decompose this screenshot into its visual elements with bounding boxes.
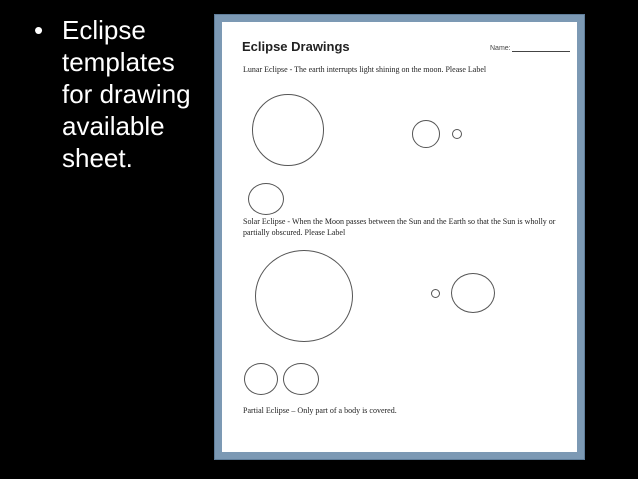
- name-field: [490, 44, 570, 52]
- bullet-line-4: available: [62, 111, 165, 141]
- lunar-extra-circle: [248, 183, 284, 215]
- bullet-line-5: sheet.: [62, 143, 133, 173]
- solar-moon-circle: [431, 289, 440, 298]
- lunar-earth-circle: [412, 120, 440, 148]
- bullet-list: [34, 14, 204, 174]
- lunar-eclipse-text: Lunar Eclipse - The earth interrupts light shining on the moon. Please Label: [243, 65, 487, 74]
- solar-sun-circle: [255, 250, 353, 342]
- lunar-sun-circle: [252, 94, 324, 166]
- solar-earth-circle: [451, 273, 495, 313]
- bullet-text: [62, 14, 204, 174]
- solar-eclipse-text: Solar Eclipse - When the Moon passes between the Sun and the Earth so that the Sun is wholly or partially obscured. Please Label: [243, 217, 556, 237]
- lunar-moon-circle: [452, 129, 462, 139]
- bullet-dot: •: [34, 15, 44, 45]
- bullet-line-2: templates: [62, 47, 175, 77]
- partial-circle-right: [283, 363, 319, 395]
- bullet-line-1: Eclipse: [62, 15, 146, 45]
- partial-circle-left: [244, 363, 278, 395]
- bullet-line-3: for drawing: [62, 79, 191, 109]
- name-label: Name:: [490, 45, 511, 52]
- partial-eclipse-text: Partial Eclipse – Only part of a body is covered.: [243, 406, 397, 415]
- worksheet-image: [222, 22, 577, 452]
- name-underline: [512, 44, 570, 52]
- worksheet-title: Eclipse Drawings: [242, 39, 350, 54]
